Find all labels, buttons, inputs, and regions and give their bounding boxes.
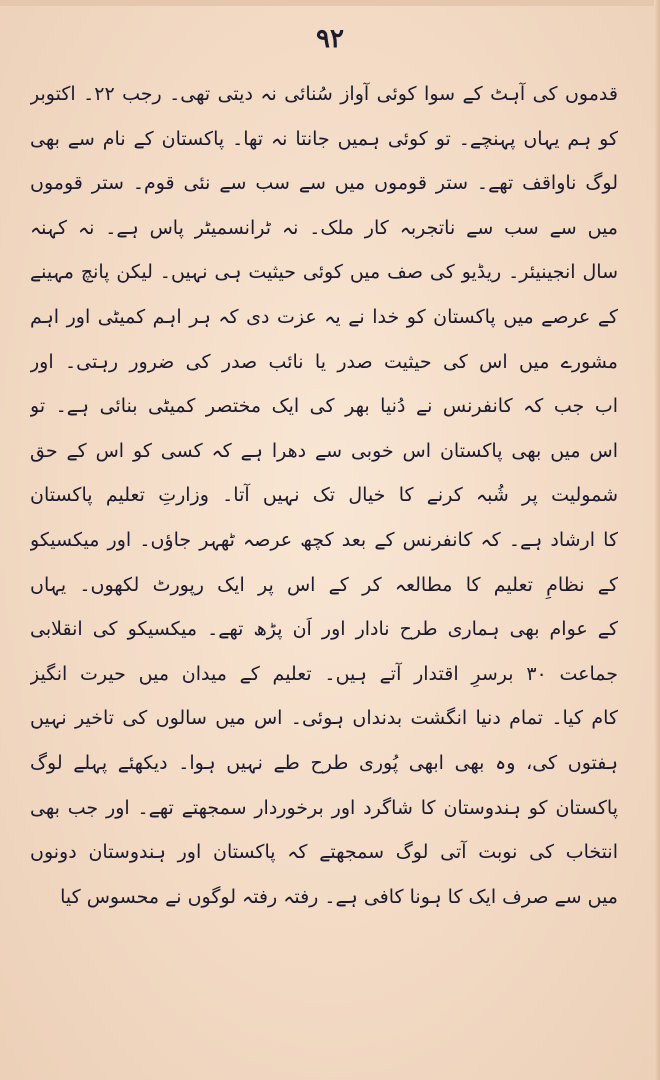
text-line: کو ہم یہاں پہنچے۔ تو کوئی ہمیں جانتا نہ تھا۔ پاکستان کے نام سے بھی (30, 127, 618, 150)
text-line: کے نظامِ تعلیم کا مطالعہ کر کے اس پر ایک رپورٹ لکھوں۔ یہاں (30, 573, 618, 596)
text-line: سال انجینیئر۔ ریڈیو کی صف میں کوئی حیثیت ہی نہیں۔ لیکن پانچ مہینے (30, 261, 618, 284)
text-line: جماعت ۳۰ برسرِ اقتدار آتے ہیں۔ تعلیم کے میدان میں حیرت انگیز (30, 662, 618, 685)
body-text (30, 72, 618, 919)
text-line: شمولیت پر شُبہ کرنے کا خیال تک نہیں آتا۔ وزارتِ تعلیم پاکستان (30, 484, 618, 507)
text-line: کا ارشاد ہے۔ کہ کانفرنس کے بعد کچھ عرصہ ٹھہر جاؤں۔ اور میکسیکو (30, 528, 618, 551)
text-line: انتخاب کی نوبت آتی لوگ سمجھتے کہ پاکستان اور ہندوستان دونوں (30, 841, 618, 864)
text-line: اس میں بھی پاکستان اس خوبی سے دھرا ہے کہ کسی کو اس کے حق (30, 439, 618, 462)
text-line: کام کیا۔ تمام دنیا انگشت بدنداں ہوئی۔ اس میں سالوں کی تاخیر نہیں (30, 707, 618, 730)
text-line: پاکستان کو ہندوستان کا شاگرد اور برخوردار سمجھتے تھے۔ اور جب بھی (30, 796, 618, 819)
text-line: میں سے سب سے ناتجربہ کار ملک۔ نہ ٹرانسمیٹر پاس ہے۔ نہ کہنہ (30, 216, 618, 239)
page-top-edge (0, 0, 660, 6)
text-line: اب جب کہ کانفرنس نے دُنیا بھر کی ایک مختصر کمیٹی بنائی ہے۔ تو (30, 395, 618, 418)
text-line: کے عرصے میں پاکستان کو خدا نے یہ عزت دی کہ ہر اہم کمیٹی اور اہم (30, 305, 618, 328)
text-line: ہفتوں کی، وہ بھی ابھی پُوری طرح طے نہیں ہوا۔ دیکھئے پہلے لوگ (30, 751, 618, 774)
text-line: مشورے میں اس کی حیثیت صدر یا نائب صدر کی ضرور رہتی۔ اور (30, 350, 618, 373)
text-line: میں سے صرف ایک کا ہونا کافی ہے۔ رفتہ رفتہ لوگوں نے محسوس کیا (60, 885, 618, 908)
text-line: لوگ ناواقف تھے۔ ستر قوموں میں سے سب سے نئی قوم۔ ستر قوموں (30, 172, 618, 195)
text-line: قدموں کی آہٹ کے سوا کوئی آواز سُنائی نہ دیتی تھی۔ رجب ۲۲۔ اکتوبر (30, 83, 618, 105)
text-line: کے عوام بھی ہماری طرح نادار اور اَن پڑھ تھے۔ میکسیکو کی انقلابی (30, 618, 618, 641)
page-number: ۹۲ (316, 24, 344, 54)
page-right-edge (654, 0, 660, 1080)
